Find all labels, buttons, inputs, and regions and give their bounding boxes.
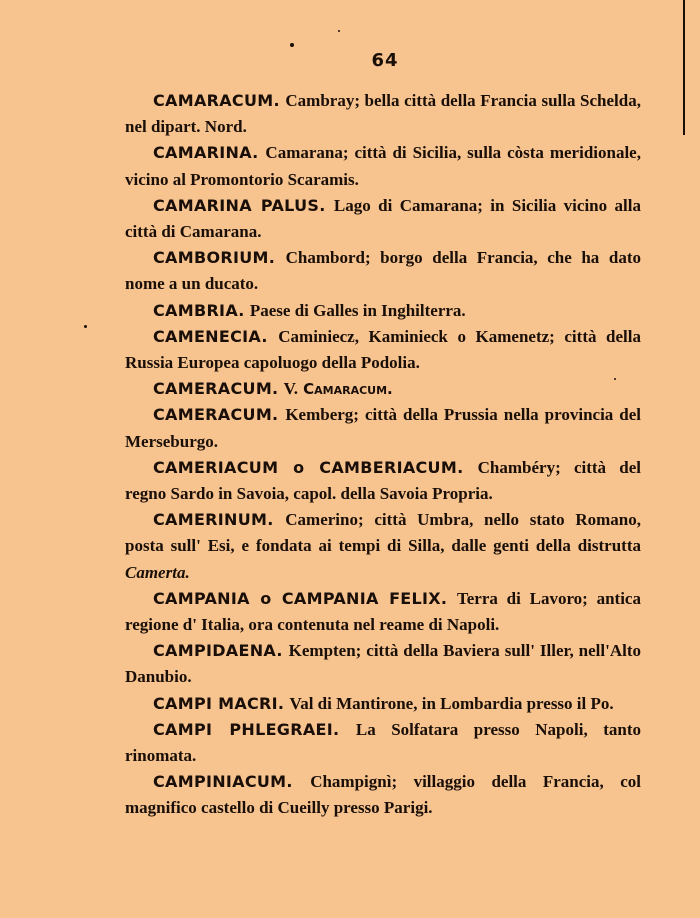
entry-definition: Val di Mantirone, in Lombardia presso il Po. [289,693,614,713]
entry-definition: La Solfatara presso Napoli, tanto rinomata. [125,719,641,766]
entry-headword: CAMPI MACRI. [153,693,285,713]
ink-speck [290,43,294,47]
entry-definition: V. [283,379,298,399]
entry [125,298,641,324]
entry-definition: Chambéry; città del regno Sardo in Savoia, capol. della Savoia Propria. [125,457,642,504]
entry [125,638,641,690]
entry-definition: Terra di Lavoro; antica regione d' Italia, ora contenuta nel reame di Napoli. [125,588,641,635]
entry-definition: Chambord; borgo della Francia, che ha dato nome a un ducato. [125,248,641,294]
dictionary-entries [125,88,641,822]
entry [125,193,641,245]
entry [125,455,641,507]
entry-headword: CAMARINA PALUS. [153,195,326,215]
entry [125,769,641,821]
ink-speck [338,30,340,32]
entry [125,376,641,402]
entry-headword: CAMBRIA. [153,300,245,320]
entry-definition: Kempten; città della Baviera sull' Iller, nell'Alto Danubio. [125,641,641,687]
entry-definition: Caminiecz, Kaminieck o Kamenetz; città della Russia Europea capoluogo della Podolia. [125,326,641,373]
entry [125,717,641,769]
entry-definition: Kemberg; città della Prussia nella provincia del Merseburgo. [125,405,641,451]
entry [125,88,641,140]
entry [125,402,641,454]
entry-definition: Champignì; villaggio della Francia, col magnifico castello di Cueilly presso Parigi. [125,772,641,818]
entry [125,691,641,717]
page-number: 64 [371,50,399,71]
entry-italic-term: Camerta. [125,562,190,582]
entry [125,507,641,586]
entry-headword: CAMPIDAENA. [153,641,283,661]
entry-definition: Lago di Camarana; in Sicilia vicino alla città di Camarana. [125,195,641,242]
entry-headword: CAMERINUM. [153,510,274,530]
entry-headword: CAMPINIACUM. [153,772,293,792]
entry-headword: CAMERACUM. [153,405,279,425]
entry [125,324,641,376]
entry-definition: Paese di Galles in Inghilterra. [249,300,466,320]
entry-headword: CAMARINA. [153,143,259,163]
entry-definition: Camarana; città di Sicilia, sulla còsta meridionale, vicino al Promontorio Scaramis. [125,143,641,189]
entry-headword: CAMBORIUM. [153,248,276,268]
entry-headword: CAMPI PHLEGRAEI. [153,719,340,739]
entry [125,586,641,638]
entry-definition: Cambray; bella città della Francia sulla Schelda, nel dipart. Nord. [125,91,641,137]
entry-cross-reference: Camaracum. [303,380,393,399]
entry-headword: CAMERIACUM o CAMBERIACUM. [153,457,464,477]
entry [125,140,641,192]
entry-headword: CAMENECIA. [153,326,268,346]
entry-headword: CAMARACUM. [153,91,280,110]
entry-headword: CAMPANIA o CAMPANIA FELIX. [153,588,448,608]
entry [125,245,641,297]
ink-speck [84,325,87,328]
entry-headword: CAMERACUM. [153,379,279,399]
entry-definition: Camerino; città Umbra, nello stato Romano, posta sull' Esi, e fondata ai tempi di Silla, dalle genti della distrutta [125,510,641,556]
